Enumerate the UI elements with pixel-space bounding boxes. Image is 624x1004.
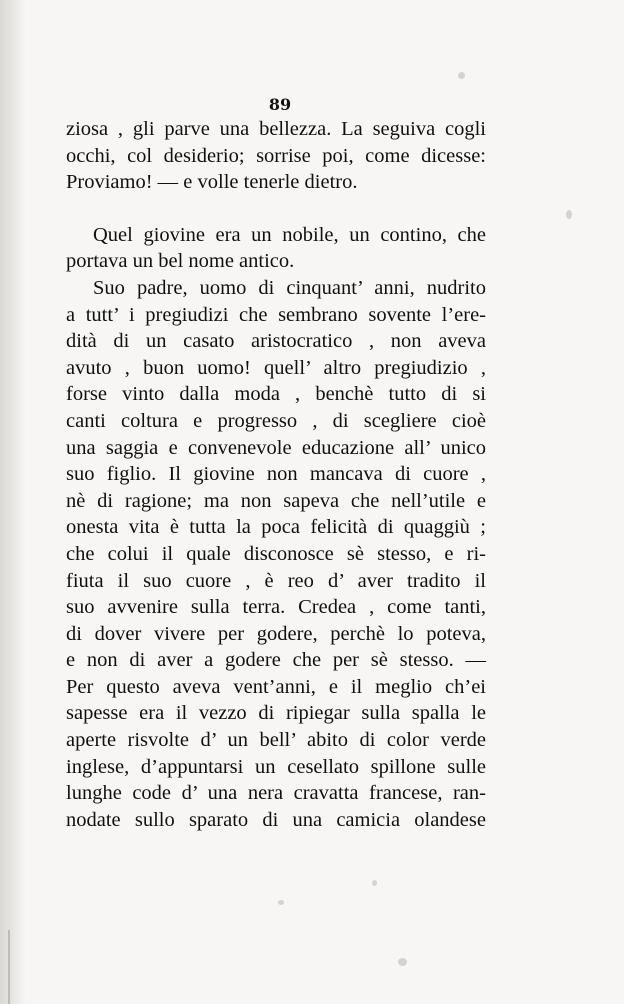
text-line: occhi, col desiderio; sorrise poi, come dicesse: <box>66 144 486 167</box>
paper-speck <box>566 210 572 219</box>
paper-speck <box>372 880 377 886</box>
text-line: suo avvenire sulla terra. Credea , come tanti, <box>66 596 486 619</box>
text-line: onesta vita è tutta la poca felicità di quaggiù ; <box>66 516 486 539</box>
text-line: e non di aver a godere che per sè stesso. — <box>66 649 486 672</box>
text-line: Proviamo! — e volle tenerle dietro. <box>66 171 358 194</box>
text-line: Per questo aveva vent’anni, e il meglio ch’ei <box>66 675 486 698</box>
paper-speck <box>398 958 407 966</box>
text-line: Quel giovine era un nobile, un contino, che <box>93 223 486 246</box>
text-line: una saggia e convenevole educazione all’ unico <box>66 436 486 459</box>
text-line: aperte risvolte d’ un bell’ abito di color verde <box>66 729 486 752</box>
text-line: nodate sullo sparato di una camicia olandese <box>66 808 486 831</box>
text-line: suo figlio. Il giovine non mancava di cuore , <box>66 463 486 486</box>
text-line: dità di un casato aristocratico , non aveva <box>66 330 486 353</box>
text-line: di dover vivere per godere, perchè lo poteva, <box>66 622 486 645</box>
text-line: a tutt’ i pregiudizi che sembrano sovente l’ere- <box>66 303 486 326</box>
page-edge-shadow <box>0 0 26 1004</box>
text-line: che colui il quale disconosce sè stesso, e ri- <box>66 542 486 565</box>
paper-speck <box>458 72 465 79</box>
page-number: 89 <box>268 95 292 114</box>
text-line: Suo padre, uomo di cinquant’ anni, nudrito <box>93 276 486 299</box>
text-line: ziosa , gli parve una bellezza. La seguiva cogli <box>66 118 486 140</box>
text-line: avuto , buon uomo! quell’ altro pregiudizio , <box>66 356 486 379</box>
text-line: canti coltura e progresso , di scegliere cioè <box>66 409 486 432</box>
text-line: inglese, d’appuntarsi un cesellato spillone sulle <box>66 755 486 778</box>
text-line: nè di ragione; ma non sapeva che nell’utile e <box>66 489 486 512</box>
binding-mark <box>8 930 10 1004</box>
body-text <box>66 116 486 833</box>
paper-speck <box>278 900 284 905</box>
text-line: lunghe code d’ una nera cravatta francese, ran- <box>66 782 486 805</box>
text-line: portava un bel nome antico. <box>66 250 295 273</box>
text-line: sapesse era il vezzo di ripiegar sulla spalla le <box>66 702 486 725</box>
text-line: forse vinto dalla moda , benchè tutto di si <box>66 383 486 406</box>
text-line: fiuta il suo cuore , è reo d’ aver tradito il <box>66 569 486 592</box>
